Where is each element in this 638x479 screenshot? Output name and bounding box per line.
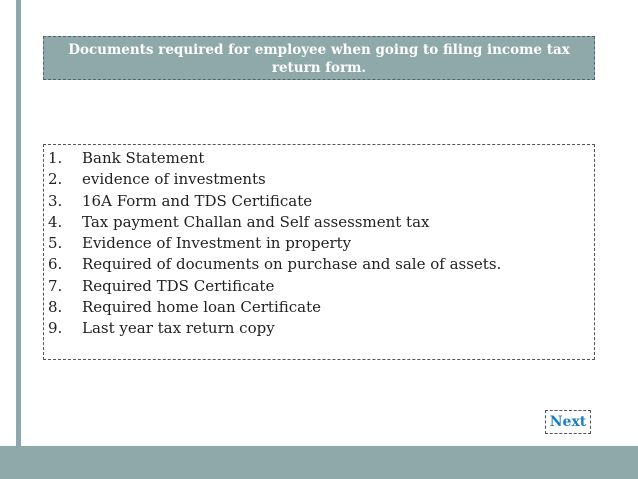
list-item-number: 3. [48, 191, 63, 210]
next-button[interactable]: Next [545, 410, 591, 434]
list-item-text: Tax payment Challan and Self assessment tax [82, 212, 430, 231]
list-item [44, 170, 594, 191]
list-item [44, 192, 594, 213]
list-item-number: 4. [48, 212, 63, 231]
list-item-number: 6. [48, 255, 63, 274]
list-item [44, 319, 594, 340]
list-item-text: Required home loan Certificate [82, 298, 322, 317]
slide-title: Documents required for employee when going to filing income tax return form. [43, 36, 595, 80]
list-item-text: evidence of investments [82, 170, 266, 189]
list-item [44, 277, 594, 298]
list-item [44, 149, 594, 170]
list-item-text: Bank Statement [82, 149, 205, 167]
slide-left-rule [16, 0, 21, 452]
list-item-number: 7. [48, 276, 63, 295]
list-item [44, 213, 594, 234]
list-item-number: 2. [48, 170, 63, 189]
list-item-number: 1. [48, 149, 63, 167]
list-item [44, 298, 594, 319]
list-item-text: Required of documents on purchase and sale of assets. [82, 255, 502, 274]
documents-list-box [43, 144, 595, 360]
list-item-text: 16A Form and TDS Certificate [82, 191, 313, 210]
list-item-text: Evidence of Investment in property [82, 234, 352, 253]
list-item-text: Required TDS Certificate [82, 276, 275, 295]
documents-list [44, 145, 594, 341]
list-item-number: 9. [48, 319, 63, 338]
slide-bottom-band [0, 446, 638, 479]
list-item [44, 234, 594, 255]
list-item-number: 5. [48, 234, 63, 253]
list-item-text: Last year tax return copy [82, 319, 275, 338]
list-item-number: 8. [48, 298, 63, 317]
list-item [44, 255, 594, 276]
